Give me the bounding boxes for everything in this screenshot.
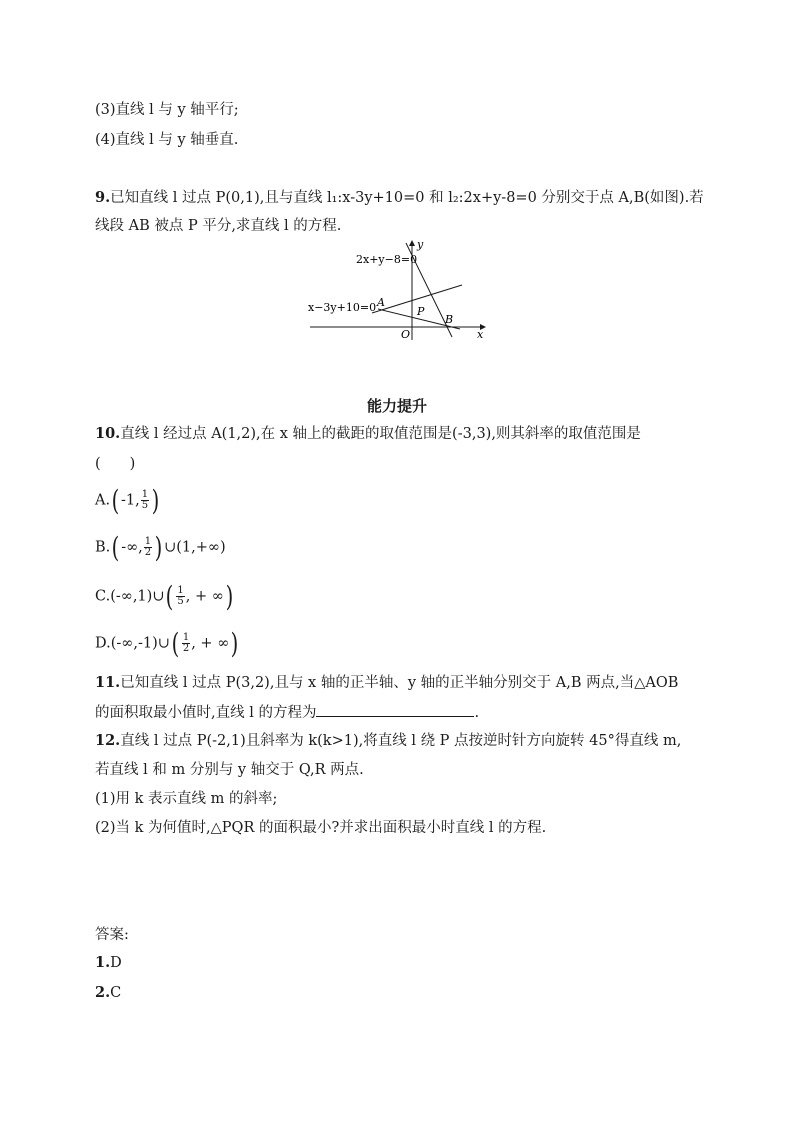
q11-line2: 的面积取最小值时,直线 l 的方程为 . [95, 702, 479, 723]
section-title: 能力提升 [366, 397, 427, 415]
fraction: $\frac{1}{2}$ [144, 536, 152, 558]
q10-number: 10. [95, 425, 121, 442]
label-x: x [477, 328, 484, 341]
q10-text1: 直线 l 经过点 A(1,2),在 x 轴上的截距的取值范围是(-3,3),则其斜率的取值范围是 [120, 426, 641, 442]
q11-line1 [95, 673, 678, 693]
q10-option-b: B.( -∞, $\frac{1}{2}$ ) ∪(1,+∞) [95, 530, 226, 564]
q10-option-c: C.(-∞,1)∪( $\frac{1}{5}$ , + ∞) [95, 579, 234, 613]
q9-figure [300, 236, 495, 346]
label-B: B [445, 313, 454, 326]
q9-line1 [95, 188, 704, 208]
answers-title: 答案: [95, 927, 129, 943]
label-l2: 2x+y−8=0 [356, 253, 418, 266]
q8-part3: (3)直线 l 与 y 轴平行; [95, 102, 239, 118]
q11-number: 11. [95, 674, 121, 691]
q9-text1: 已知直线 l 过点 P(0,1),且与直线 l₁:x-3y+10=0 和 l₂:2x+y-8=0 分别交于点 A,B(如图).若 [110, 190, 704, 206]
q10-line1 [95, 424, 641, 444]
label-O: O [401, 328, 411, 341]
fraction: $\frac{1}{2}$ [182, 632, 190, 654]
q11-text1: 已知直线 l 过点 P(3,2),且与 x 轴的正半轴、y 轴的正半轴分别交于 A,B 两点,当△AOB [120, 675, 679, 691]
label-A: A [377, 296, 385, 309]
q10-option-a: A.( -1, $\frac{1}{5}$ ) [95, 483, 160, 517]
fraction: $\frac{1}{5}$ [177, 585, 184, 607]
answer-2: 2.C [95, 984, 122, 1001]
fraction: $\frac{1}{5}$ [141, 489, 149, 511]
q9-number: 9. [95, 189, 111, 206]
label-P: P [417, 305, 425, 318]
answer-blank[interactable] [316, 702, 474, 717]
label-y: y [417, 238, 424, 251]
q9-line2: 线段 AB 被点 P 平分,求直线 l 的方程. [95, 218, 342, 234]
q12-line2: 若直线 l 和 m 分别与 y 轴交于 Q,R 两点. [95, 762, 364, 778]
q12-number: 12. [95, 732, 121, 749]
q12-line3: (1)用 k 表示直线 m 的斜率; [95, 791, 278, 807]
q12-line1 [95, 731, 681, 751]
q8-part4: (4)直线 l 与 y 轴垂直. [95, 132, 239, 148]
answer-1: 1.D [95, 954, 122, 971]
q12-line4: (2)当 k 为何值时,△PQR 的面积最小?并求出面积最小时直线 l 的方程. [95, 820, 547, 836]
q10-paren: ( ) [95, 456, 136, 472]
label-l1: x−3y+10=0 [308, 301, 377, 314]
q10-option-d: D.(-∞,-1)∪( $\frac{1}{2}$ , + ∞) [95, 626, 239, 660]
y-axis-arrow-icon [409, 240, 415, 246]
q12-text1: 直线 l 过点 P(-2,1)且斜率为 k(k>1),将直线 l 绕 P 点按逆时针方向旋转 45°得直线 m, [120, 733, 682, 749]
